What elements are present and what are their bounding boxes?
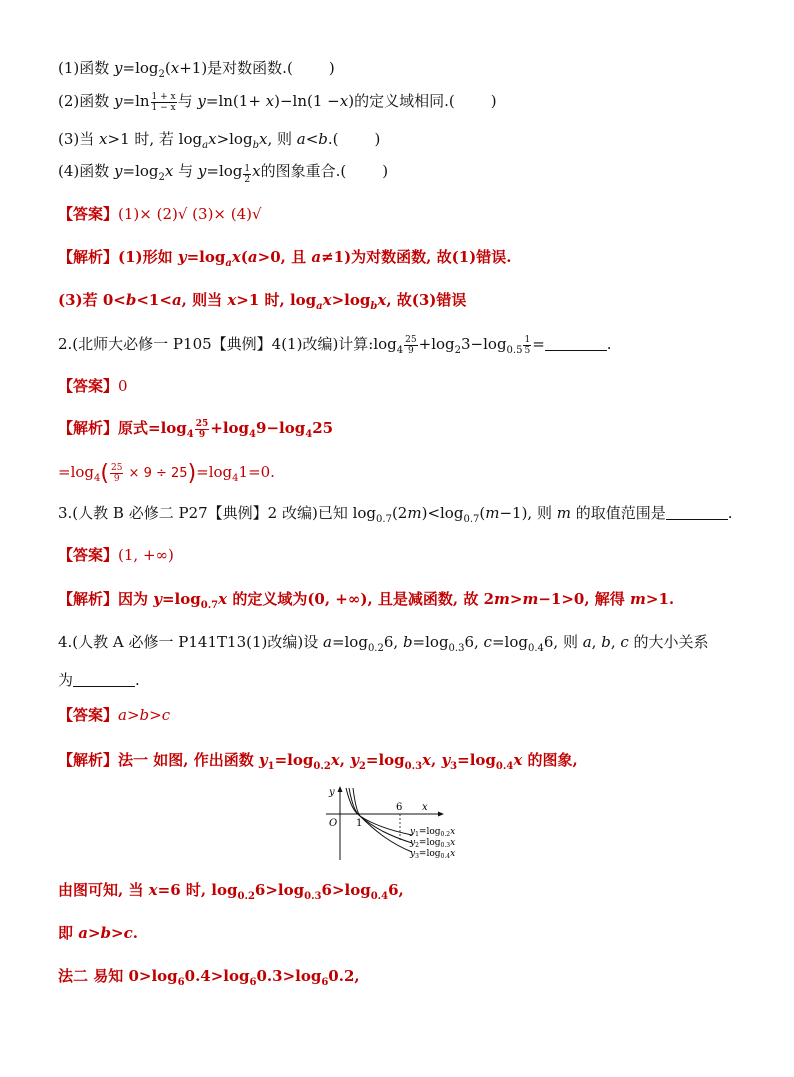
curve-label-y2: $y_2=\log_{0.3}x$ xyxy=(410,838,456,849)
curve-label-y3: $y_3=\log_{0.4}x$ xyxy=(410,849,456,860)
answer-label: 【答案】 xyxy=(58,205,119,223)
q1-answer: 【答案】(1)× (2)√ (3)× (4)√ xyxy=(58,205,262,223)
y-axis-label: y xyxy=(329,787,335,798)
fraction: $\frac{1 + x}{1 - x}$ xyxy=(151,91,176,113)
analysis-label: 【解析】 xyxy=(58,590,119,608)
q4-method-1: 【解析】法一 如图, 作出函数 $y_1=\log_{0.2}x$, $y_2=\log_{0.3}x$, $y_3=\log_{0.4}x$ 的图象, xyxy=(58,751,578,772)
q1-item-4: (4)函数 $y=\log_2x$ 与 y=log $\frac{1}{2}$ x的图象重合.( ) xyxy=(58,162,389,185)
tick-6-label: 6 xyxy=(396,802,403,813)
answer-blank xyxy=(545,336,607,351)
q3-analysis: 【解析】因为 $y=\log_{0.7}x$ 的定义域为(0, +∞), 且是减函数, 故 2m>m−1>0, 解得 m>1. xyxy=(58,590,675,611)
q4-conclusion-1: 由图可知, 当 x=6 时, $\log_{0.2}6>\log_{0.3}6>\log_{0.4}6$, xyxy=(58,881,404,902)
q3-answer: 【答案】(1, +∞) xyxy=(58,546,174,564)
fraction: $\frac{1}{2}$ xyxy=(244,164,251,185)
log-graph xyxy=(322,784,472,864)
q2-analysis-1: 【解析】原式$=\log_4$ $\frac{25}{9}$ $+\log_49-\log_425$ xyxy=(58,418,334,440)
q4-question: 4.(人教 A 必修一 P141T13(1)改编)设 $a=\log_{0.2}6$, $b=\log_{0.3}6$, $c=\log_{0.4}6$, 则 a, b, c 的大小关系 xyxy=(58,633,709,654)
origin-label: O xyxy=(329,818,338,829)
q1-analysis-3: (3)若 0<b<1<a, 则当 x>1 时, $\log_ax>\log_bx$, 故(3)错误 xyxy=(58,291,467,312)
answer-blank xyxy=(73,672,135,687)
answer-blank xyxy=(666,505,728,520)
fraction: $\frac{25}{9}$ xyxy=(195,418,209,440)
y-axis-arrow xyxy=(338,786,343,792)
x-axis-arrow xyxy=(438,812,444,817)
fraction: $\frac{25}{9}$ xyxy=(405,334,417,356)
fraction: $\frac{25}{9}$ xyxy=(110,462,123,484)
analysis-label: 【解析】 xyxy=(58,419,119,437)
answer-label: 【答案】 xyxy=(58,546,119,564)
q1-item-2: (2)函数 y=ln $\frac{1 + x}{1 - x}$ 与 y=ln(1+ x)−ln(1 −x)的定义域相同.( ) xyxy=(58,91,497,113)
tick-1-label: 1 xyxy=(356,818,363,829)
q4-conclusion-2: 即 a>b>c. xyxy=(58,924,138,942)
answer-label: 【答案】 xyxy=(58,377,119,395)
q2-question: 2.(北师大必修一 P105【典例】4(1)改编)计算$:\log_4$ $\frac{25}{9}$ $+\log_23-\log_{0.5}$ $\frac{1}{5}$ = . xyxy=(58,334,612,356)
answer-label: 【答案】 xyxy=(58,706,119,724)
q2-answer: 【答案】0 xyxy=(58,377,128,395)
fraction: $\frac{1}{5}$ xyxy=(524,334,531,356)
analysis-label: 【解析】 xyxy=(58,751,119,769)
q1-item-3: (3)当 x>1 时, 若 $\log_ax>\log_bx$, 则 a<b.( ) xyxy=(58,130,381,151)
curve-label-y1: $y_1=\log_{0.2}x$ xyxy=(410,827,456,838)
q4-method-2: 法二 易知 $0>\log_60.4>\log_60.3>\log_60.2$, xyxy=(58,967,360,988)
x-axis-label: x xyxy=(422,802,428,813)
q3-question: 3.(人教 B 必修二 P27【典例】2 改编)已知 $\log_{0.7}(2m)<\log_{0.7}(m-1)$, 则 m 的取值范围是 . xyxy=(58,504,733,525)
q1-item-1: (1)函数 $y=\log_2(x+1)$是对数函数.( ) xyxy=(58,59,335,80)
q4-question-line2: 为 . xyxy=(58,671,140,689)
q2-analysis-2: $=\log_4$( $\frac{25}{9}$ × $9 \div 25)=\log_41=0$. xyxy=(58,461,275,486)
q4-answer: 【答案】a>b>c xyxy=(58,706,171,724)
analysis-label: 【解析】 xyxy=(58,248,119,266)
curve-y2 xyxy=(349,788,412,843)
q1-analysis-1: 【解析】(1)形如 $y=\log_ax(a>0$, 且 a≠1)为对数函数, 故(1)错误. xyxy=(58,248,512,269)
